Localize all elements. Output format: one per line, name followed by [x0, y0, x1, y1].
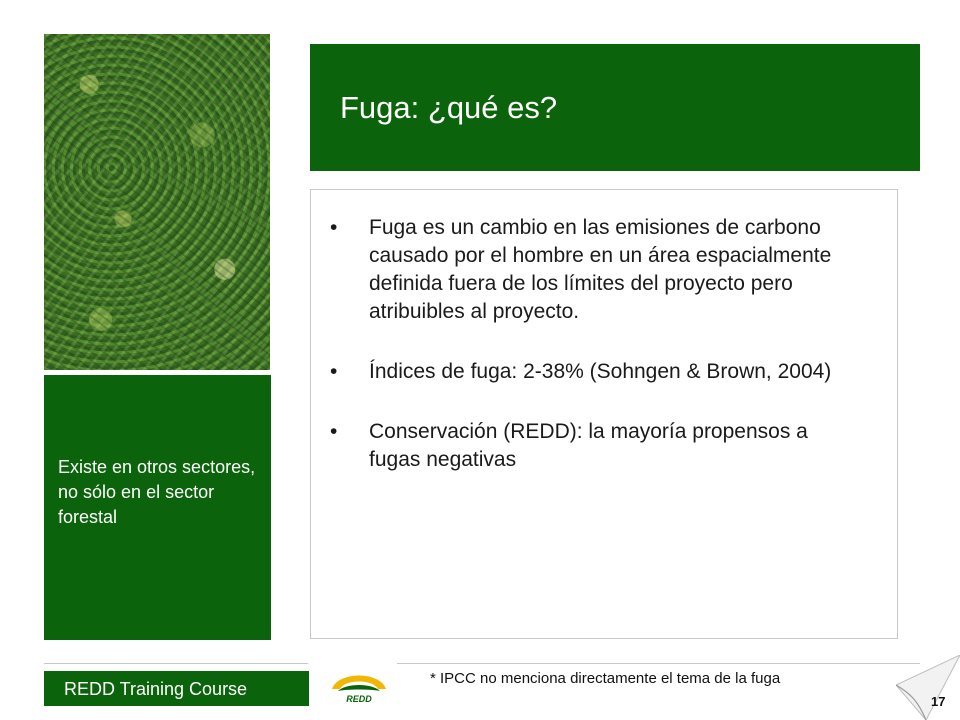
bullet-marker: •: [330, 216, 338, 239]
page-curl-icon: [896, 655, 960, 720]
footnote: * IPCC no menciona directamente el tema de la fuga: [430, 670, 781, 687]
slide-title: Fuga: ¿qué es?: [340, 90, 558, 125]
redd-logo-icon: [328, 665, 390, 705]
bullet-marker: •: [330, 360, 338, 383]
bullet-text: Fuga es un cambio en las emisiones de carbono causado por el hombre en un área espacialmente definida fuera de los límites del proyecto pero atribuibles al proyecto.: [369, 216, 832, 323]
bullet-item: [328, 358, 853, 386]
bullet-item: [328, 418, 853, 474]
bullet-list: [328, 214, 853, 506]
bullet-item: [328, 214, 853, 326]
page-number: 17: [931, 694, 946, 709]
title-banner: [310, 44, 920, 171]
bullet-marker: •: [330, 420, 338, 443]
side-note-text: Existe en otros sectores, no sólo en el sector forestal: [58, 457, 256, 527]
content-panel: [310, 189, 898, 639]
footer-divider-right: [397, 663, 920, 664]
side-note-panel: [44, 375, 271, 640]
bullet-text: Conservación (REDD): la mayoría propensos a fugas negativas: [369, 420, 808, 471]
course-label-box: [44, 671, 309, 706]
logo-text: REDD: [346, 694, 372, 704]
course-label: REDD Training Course: [64, 679, 248, 699]
forest-canopy-photo: [44, 34, 270, 370]
footer-divider-left: [44, 663, 308, 664]
bullet-text: Índices de fuga: 2-38% (Sohngen & Brown, 2004): [369, 360, 832, 383]
